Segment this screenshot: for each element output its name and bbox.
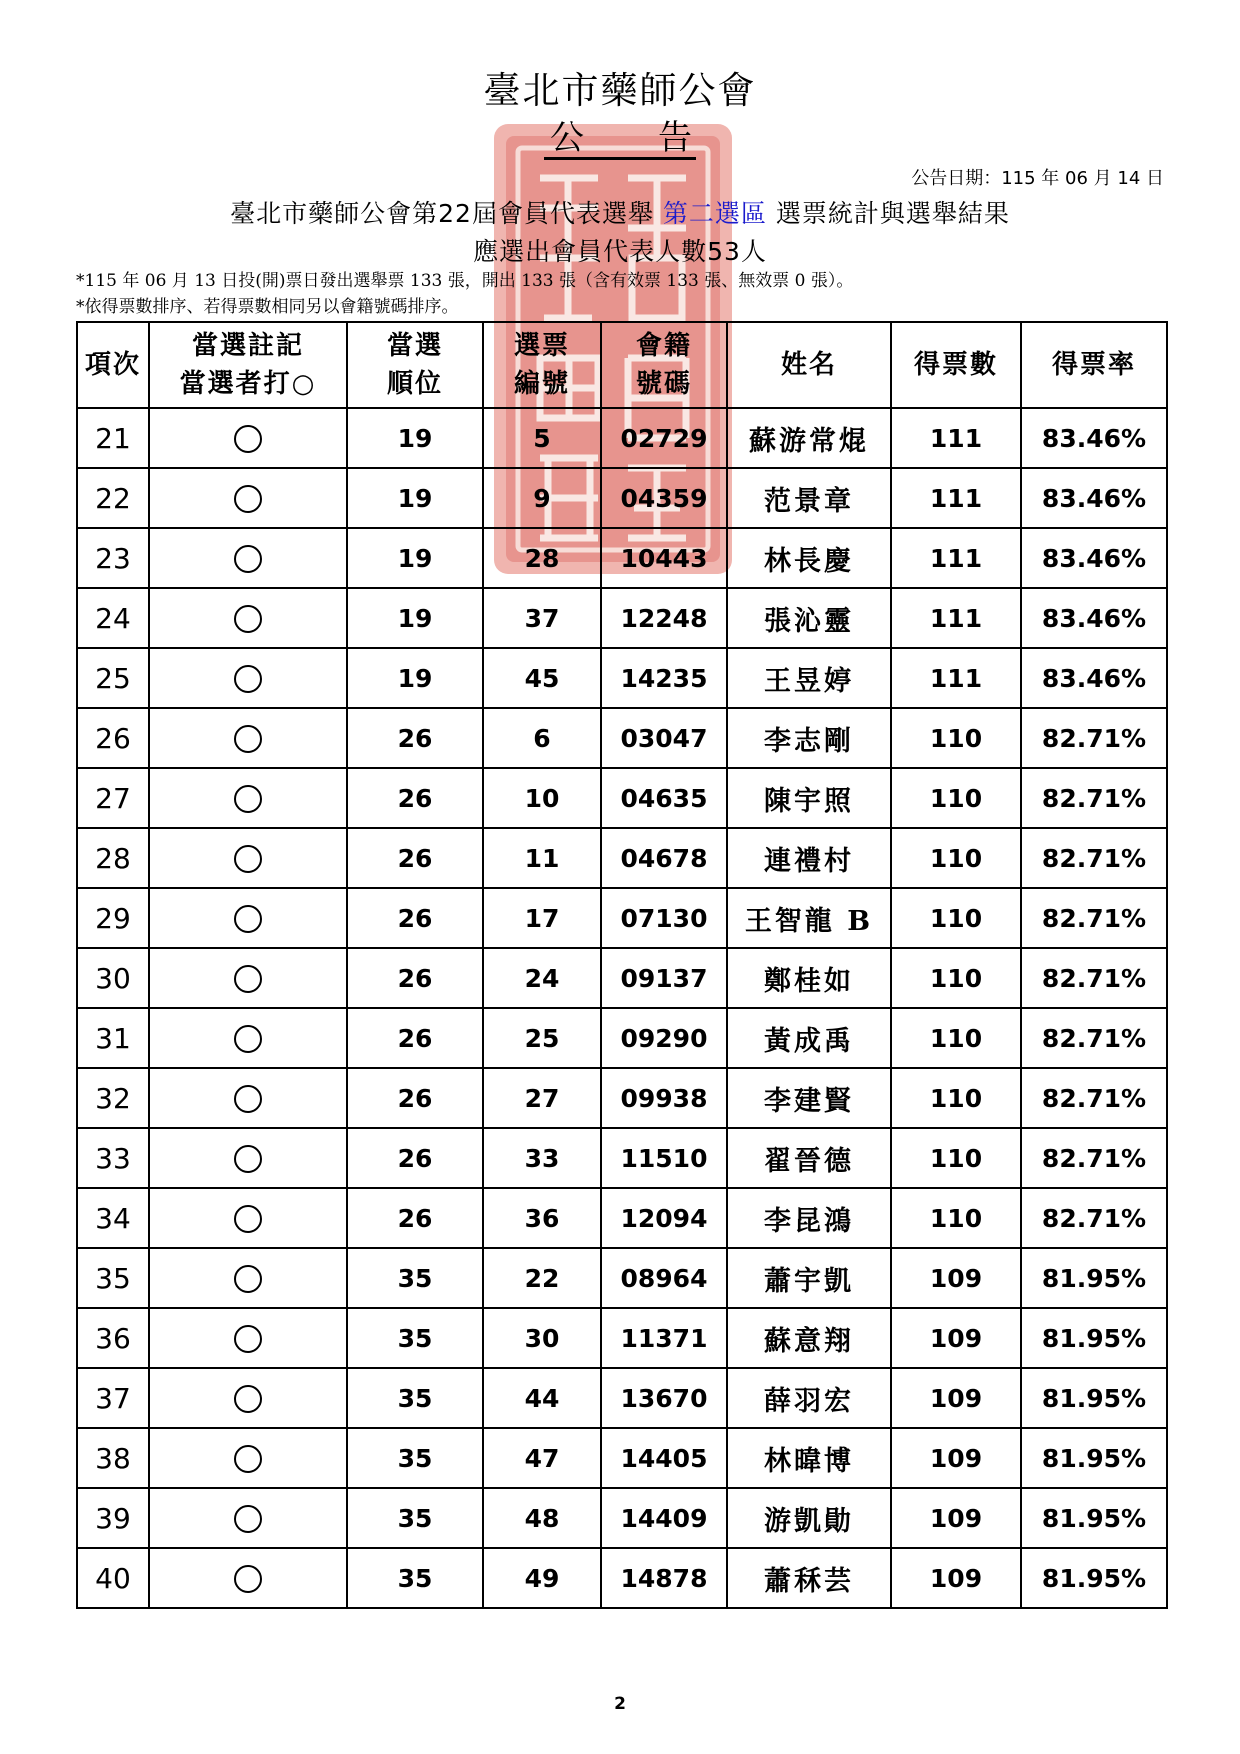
cell-name: 李昆鴻 — [727, 1188, 891, 1248]
results-table-body — [77, 408, 1167, 1608]
elected-circle-icon — [234, 1085, 262, 1113]
cell-elected-mark — [149, 708, 347, 768]
cell-ballot-number: 30 — [483, 1308, 601, 1368]
cell-name: 李建賢 — [727, 1068, 891, 1128]
announcement-label — [0, 118, 1240, 160]
elected-quota — [0, 232, 1240, 268]
cell-idx: 21 — [77, 408, 149, 468]
cell-name: 蕭秝芸 — [727, 1548, 891, 1608]
cell-member-number: 07130 — [601, 888, 727, 948]
cell-elected-mark — [149, 528, 347, 588]
cell-member-number: 14878 — [601, 1548, 727, 1608]
cell-idx: 40 — [77, 1548, 149, 1608]
elected-circle-icon — [234, 1385, 262, 1413]
cell-rank: 19 — [347, 408, 483, 468]
cell-idx: 33 — [77, 1128, 149, 1188]
cell-name: 鄭桂如 — [727, 948, 891, 1008]
cell-member-number: 13670 — [601, 1368, 727, 1428]
cell-votes: 110 — [891, 1068, 1021, 1128]
cell-rank: 26 — [347, 888, 483, 948]
announcement-date — [911, 164, 1164, 190]
cell-elected-mark — [149, 1368, 347, 1428]
cell-rate: 82.71% — [1021, 828, 1167, 888]
cell-votes: 110 — [891, 1008, 1021, 1068]
elected-circle-icon — [234, 1325, 262, 1353]
table-row — [77, 1008, 1167, 1068]
cell-votes: 109 — [891, 1248, 1021, 1308]
cell-rank: 26 — [347, 1128, 483, 1188]
cell-ballot-number: 33 — [483, 1128, 601, 1188]
cell-elected-mark — [149, 768, 347, 828]
heading-term: 22 — [438, 199, 472, 228]
col-header-rate: 得票率 — [1021, 322, 1167, 408]
cell-name: 林暐博 — [727, 1428, 891, 1488]
cell-member-number: 12248 — [601, 588, 727, 648]
cell-ballot-number: 25 — [483, 1008, 601, 1068]
heading-prefix: 臺北市藥師公會第 — [230, 199, 439, 228]
elected-circle-icon — [234, 1025, 262, 1053]
cell-ballot-number: 48 — [483, 1488, 601, 1548]
cell-member-number: 09290 — [601, 1008, 727, 1068]
table-row — [77, 1548, 1167, 1608]
elected-circle-icon — [234, 1565, 262, 1593]
cell-ballot-number: 10 — [483, 768, 601, 828]
cell-ballot-number: 11 — [483, 828, 601, 888]
table-row — [77, 1068, 1167, 1128]
cell-name: 王智龍 B — [727, 888, 891, 948]
cell-idx: 30 — [77, 948, 149, 1008]
document-title: 臺北市藥師公會 — [483, 69, 757, 112]
col-header-rank-line1: 當選 — [386, 331, 443, 361]
cell-name: 陳宇照 — [727, 768, 891, 828]
table-row — [77, 1308, 1167, 1368]
heading-suffix: 選票統計與選舉結果 — [775, 199, 1010, 228]
cell-votes: 110 — [891, 768, 1021, 828]
cell-member-number: 08964 — [601, 1248, 727, 1308]
cell-rate: 82.71% — [1021, 768, 1167, 828]
cell-ballot-number: 24 — [483, 948, 601, 1008]
cell-rate: 83.46% — [1021, 408, 1167, 468]
table-row — [77, 768, 1167, 828]
cell-idx: 39 — [77, 1488, 149, 1548]
date-value: 115 年 06 月 14 日 — [1001, 168, 1164, 189]
cell-ballot-number: 45 — [483, 648, 601, 708]
cell-votes: 111 — [891, 408, 1021, 468]
cell-rate: 81.95% — [1021, 1248, 1167, 1308]
cell-member-number: 09938 — [601, 1068, 727, 1128]
cell-rate: 82.71% — [1021, 1128, 1167, 1188]
cell-name: 游凱勛 — [727, 1488, 891, 1548]
table-row — [77, 1248, 1167, 1308]
cell-rate: 81.95% — [1021, 1308, 1167, 1368]
cell-name: 林長慶 — [727, 528, 891, 588]
cell-idx: 26 — [77, 708, 149, 768]
cell-name: 范景章 — [727, 468, 891, 528]
cell-votes: 111 — [891, 468, 1021, 528]
elected-circle-icon — [234, 1505, 262, 1533]
table-row — [77, 528, 1167, 588]
cell-rank: 35 — [347, 1548, 483, 1608]
cell-rate: 82.71% — [1021, 948, 1167, 1008]
cell-idx: 31 — [77, 1008, 149, 1068]
elected-circle-icon — [234, 605, 262, 633]
cell-idx: 22 — [77, 468, 149, 528]
quota-prefix: 應選出會員代表人數 — [473, 237, 708, 266]
cell-votes: 110 — [891, 1188, 1021, 1248]
results-table — [76, 321, 1168, 1609]
col-header-member-line2: 號碼 — [635, 369, 692, 399]
cell-votes: 110 — [891, 888, 1021, 948]
cell-elected-mark — [149, 1188, 347, 1248]
cell-rate: 81.95% — [1021, 1548, 1167, 1608]
cell-elected-mark — [149, 888, 347, 948]
elected-circle-icon — [234, 965, 262, 993]
table-row — [77, 948, 1167, 1008]
cell-rate: 83.46% — [1021, 468, 1167, 528]
cell-elected-mark — [149, 1008, 347, 1068]
cell-rate: 82.71% — [1021, 1188, 1167, 1248]
elected-circle-icon — [234, 425, 262, 453]
cell-votes: 109 — [891, 1548, 1021, 1608]
cell-member-number: 14405 — [601, 1428, 727, 1488]
cell-rate: 83.46% — [1021, 648, 1167, 708]
cell-votes: 109 — [891, 1428, 1021, 1488]
cell-rank: 35 — [347, 1248, 483, 1308]
cell-idx: 35 — [77, 1248, 149, 1308]
sort-order-note: *依得票數排序、若得票數相同另以會籍號碼排序。 — [76, 297, 459, 317]
cell-member-number: 04635 — [601, 768, 727, 828]
cell-rank: 26 — [347, 708, 483, 768]
cell-ballot-number: 9 — [483, 468, 601, 528]
col-header-rank-line2: 順位 — [386, 369, 443, 399]
heading-district: 第二選區 — [662, 199, 767, 228]
cell-votes: 110 — [891, 708, 1021, 768]
cell-idx: 32 — [77, 1068, 149, 1128]
cell-ballot-number: 6 — [483, 708, 601, 768]
table-row — [77, 1488, 1167, 1548]
cell-idx: 36 — [77, 1308, 149, 1368]
cell-member-number: 09137 — [601, 948, 727, 1008]
quota-value: 53 — [707, 237, 741, 266]
col-header-idx: 項次 — [77, 322, 149, 408]
col-header-mark — [149, 322, 347, 408]
cell-idx: 28 — [77, 828, 149, 888]
cell-ballot-number: 44 — [483, 1368, 601, 1428]
cell-rate: 81.95% — [1021, 1368, 1167, 1428]
cell-rank: 19 — [347, 588, 483, 648]
cell-rank: 26 — [347, 948, 483, 1008]
elected-circle-icon — [234, 1265, 262, 1293]
cell-member-number: 11510 — [601, 1128, 727, 1188]
cell-member-number: 02729 — [601, 408, 727, 468]
cell-member-number: 03047 — [601, 708, 727, 768]
table-row — [77, 408, 1167, 468]
cell-name: 蘇游常焜 — [727, 408, 891, 468]
table-header-row — [77, 322, 1167, 408]
cell-elected-mark — [149, 468, 347, 528]
election-heading — [0, 194, 1240, 230]
cell-votes: 109 — [891, 1368, 1021, 1428]
table-row — [77, 888, 1167, 948]
table-row — [77, 1368, 1167, 1428]
col-header-ballot-line1: 選票 — [513, 331, 570, 361]
cell-member-number: 11371 — [601, 1308, 727, 1368]
cell-name: 張沁靈 — [727, 588, 891, 648]
elected-circle-icon — [234, 905, 262, 933]
cell-member-number: 10443 — [601, 528, 727, 588]
cell-name: 翟晉德 — [727, 1128, 891, 1188]
cell-member-number: 12094 — [601, 1188, 727, 1248]
page-number: 2 — [614, 1694, 626, 1714]
cell-votes: 111 — [891, 528, 1021, 588]
cell-rate: 82.71% — [1021, 1068, 1167, 1128]
quota-suffix: 人 — [740, 237, 767, 266]
cell-idx: 34 — [77, 1188, 149, 1248]
cell-member-number: 04359 — [601, 468, 727, 528]
cell-name: 李志剛 — [727, 708, 891, 768]
cell-elected-mark — [149, 1128, 347, 1188]
cell-rank: 19 — [347, 468, 483, 528]
table-row — [77, 1428, 1167, 1488]
cell-idx: 37 — [77, 1368, 149, 1428]
cell-idx: 24 — [77, 588, 149, 648]
cell-name: 薛羽宏 — [727, 1368, 891, 1428]
cell-votes: 109 — [891, 1488, 1021, 1548]
cell-rank: 19 — [347, 528, 483, 588]
cell-rank: 19 — [347, 648, 483, 708]
col-header-member — [601, 322, 727, 408]
cell-rank: 26 — [347, 1188, 483, 1248]
table-row — [77, 708, 1167, 768]
elected-circle-icon — [234, 485, 262, 513]
cell-elected-mark — [149, 948, 347, 1008]
cell-rank: 26 — [347, 828, 483, 888]
cell-votes: 111 — [891, 648, 1021, 708]
cell-ballot-number: 22 — [483, 1248, 601, 1308]
table-row — [77, 468, 1167, 528]
elected-circle-icon — [234, 845, 262, 873]
cell-ballot-number: 17 — [483, 888, 601, 948]
cell-elected-mark — [149, 828, 347, 888]
cell-rank: 35 — [347, 1368, 483, 1428]
cell-rank: 26 — [347, 1068, 483, 1128]
cell-name: 蕭宇凱 — [727, 1248, 891, 1308]
cell-name: 黃成禹 — [727, 1008, 891, 1068]
elected-circle-icon — [234, 545, 262, 573]
cell-elected-mark — [149, 408, 347, 468]
cell-ballot-number: 27 — [483, 1068, 601, 1128]
cell-name: 連禮村 — [727, 828, 891, 888]
heading-mid: 屆會員代表選舉 — [471, 199, 654, 228]
cell-rank: 35 — [347, 1308, 483, 1368]
cell-votes: 109 — [891, 1308, 1021, 1368]
table-row — [77, 828, 1167, 888]
col-header-ballot — [483, 322, 601, 408]
cell-name: 蘇意翔 — [727, 1308, 891, 1368]
cell-idx: 29 — [77, 888, 149, 948]
table-row — [77, 648, 1167, 708]
col-header-name: 姓名 — [727, 322, 891, 408]
elected-circle-icon — [234, 785, 262, 813]
cell-ballot-number: 36 — [483, 1188, 601, 1248]
cell-idx: 27 — [77, 768, 149, 828]
elected-circle-icon — [234, 725, 262, 753]
cell-rate: 83.46% — [1021, 588, 1167, 648]
elected-circle-icon — [234, 665, 262, 693]
cell-ballot-number: 47 — [483, 1428, 601, 1488]
cell-member-number: 14235 — [601, 648, 727, 708]
col-header-votes: 得票數 — [891, 322, 1021, 408]
cell-votes: 110 — [891, 1128, 1021, 1188]
cell-ballot-number: 49 — [483, 1548, 601, 1608]
cell-rate: 81.95% — [1021, 1488, 1167, 1548]
cell-elected-mark — [149, 1068, 347, 1128]
cell-elected-mark — [149, 1428, 347, 1488]
cell-rate: 82.71% — [1021, 1008, 1167, 1068]
cell-member-number: 04678 — [601, 828, 727, 888]
cell-votes: 110 — [891, 828, 1021, 888]
col-header-rank — [347, 322, 483, 408]
cell-elected-mark — [149, 1248, 347, 1308]
cell-rate: 83.46% — [1021, 528, 1167, 588]
col-header-mark-line1: 當選註記 — [191, 331, 304, 361]
table-row — [77, 588, 1167, 648]
cell-rank: 35 — [347, 1428, 483, 1488]
date-label: 公告日期： — [911, 168, 1002, 189]
cell-member-number: 14409 — [601, 1488, 727, 1548]
cell-votes: 111 — [891, 588, 1021, 648]
cell-elected-mark — [149, 1548, 347, 1608]
elected-circle-icon — [234, 1445, 262, 1473]
cell-rate: 82.71% — [1021, 888, 1167, 948]
table-row — [77, 1188, 1167, 1248]
col-header-ballot-line2: 編號 — [513, 369, 570, 399]
elected-circle-icon — [234, 1205, 262, 1233]
cell-rank: 35 — [347, 1488, 483, 1548]
cell-ballot-number: 37 — [483, 588, 601, 648]
cell-rank: 26 — [347, 1008, 483, 1068]
cell-rate: 82.71% — [1021, 708, 1167, 768]
cell-elected-mark — [149, 648, 347, 708]
cell-ballot-number: 28 — [483, 528, 601, 588]
cell-idx: 23 — [77, 528, 149, 588]
col-header-mark-line2: 當選者打○ — [179, 369, 317, 399]
cell-ballot-number: 5 — [483, 408, 601, 468]
cell-idx: 25 — [77, 648, 149, 708]
cell-elected-mark — [149, 1488, 347, 1548]
announcement-label-text: 公 告 — [544, 119, 696, 160]
ballot-count-note: *115 年 06 月 13 日投(開)票日發出選舉票 133 張，開出 133 張（含有效票 133 張、無效票 0 張）。 — [76, 271, 854, 291]
cell-idx: 38 — [77, 1428, 149, 1488]
col-header-member-line1: 會籍 — [635, 331, 692, 361]
cell-elected-mark — [149, 1308, 347, 1368]
table-row — [77, 1128, 1167, 1188]
cell-name: 王昱婷 — [727, 648, 891, 708]
cell-elected-mark — [149, 588, 347, 648]
cell-rate: 81.95% — [1021, 1428, 1167, 1488]
cell-votes: 110 — [891, 948, 1021, 1008]
cell-rank: 26 — [347, 768, 483, 828]
elected-circle-icon — [234, 1145, 262, 1173]
